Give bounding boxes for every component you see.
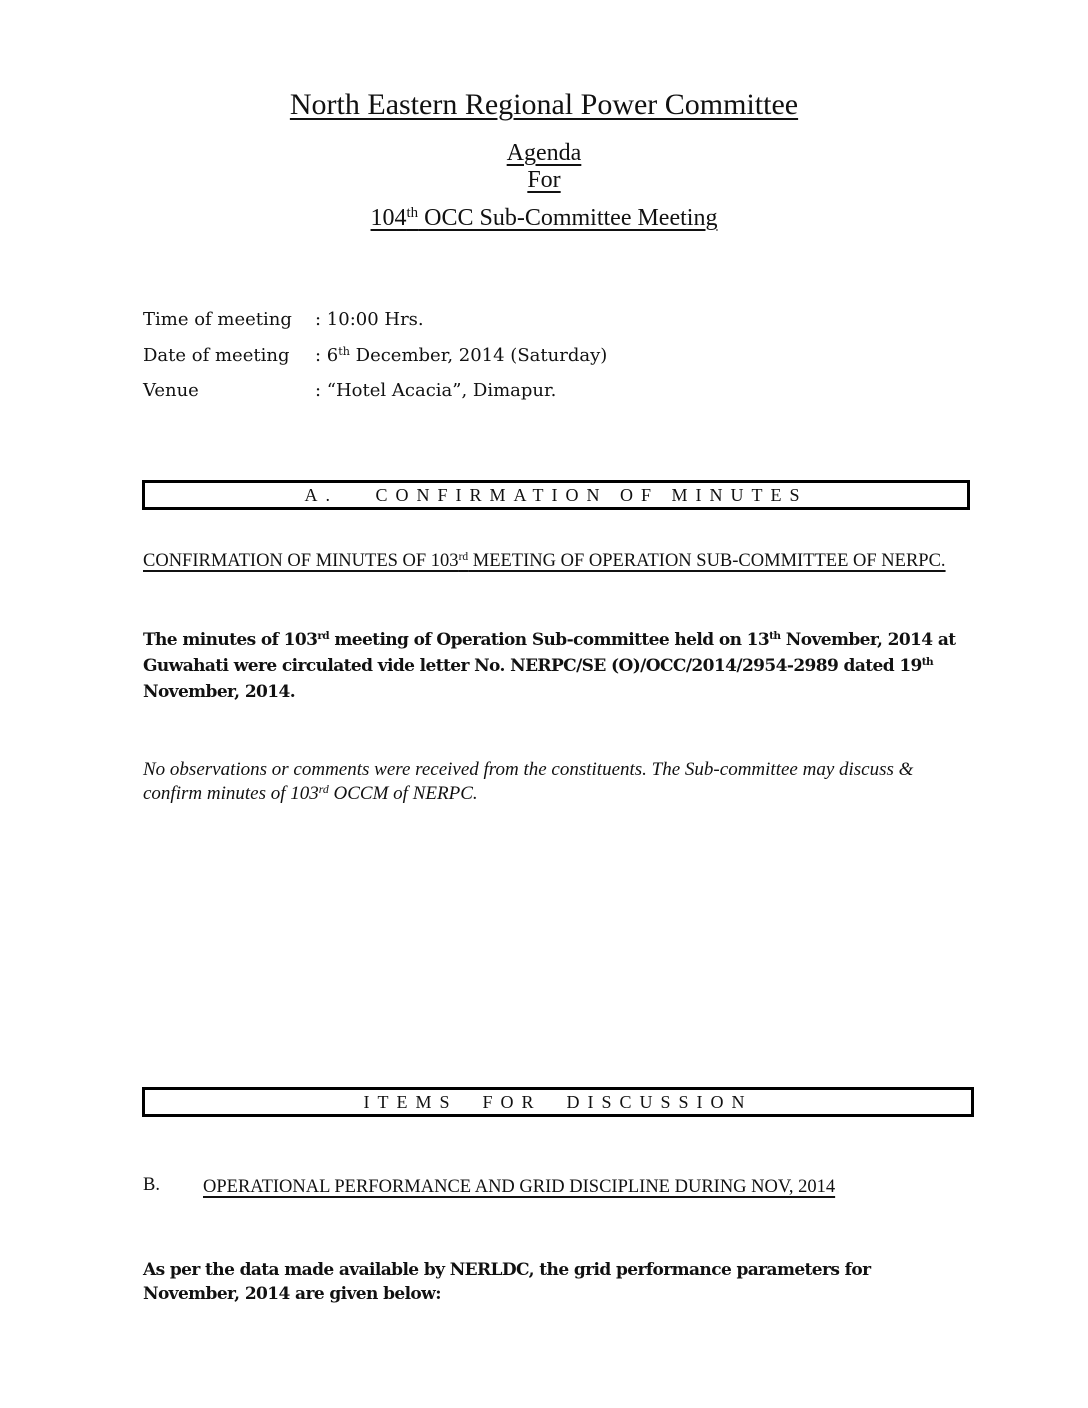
organization-title: North Eastern Regional Power Committee [289,88,799,121]
date-rest: December, 2014 (Saturday) [349,345,608,366]
section-b-number: B. [143,1175,160,1195]
meeting-title [0,205,1088,232]
minutes-sup-3: th [921,656,934,669]
minutes-sup-2: th [769,630,781,643]
meeting-title-rest: OCC Sub-Committee Meeting [418,205,718,231]
agenda-label: Agenda [506,140,582,166]
section-a-subheading [143,549,959,575]
minutes-sup-1: rd [317,630,330,643]
grid-performance-intro: As per the data made available by NERLDC, the grid performance parameters for November, 2014 are given below: [143,1260,871,1304]
observations-paragraph [143,758,963,808]
for-heading [0,167,1088,194]
minutes-text-4: November, 2014. [143,682,296,702]
meeting-number-suffix: th [406,204,419,221]
meeting-title-text [371,205,718,231]
date-prefix: : 6 [315,345,339,366]
minutes-paragraph [143,628,961,704]
for-label: For [527,167,561,193]
items-for-discussion-banner: ITEMS FOR DISCUSSION [142,1087,974,1117]
agenda-heading [0,140,1088,167]
time-value: : 10:00 Hrs. [315,309,424,330]
minutes-text-1: The minutes of 103 [143,630,318,650]
section-a-banner: A. CONFIRMATION OF MINUTES [142,480,970,510]
subheading-part2: MEETING OF OPERATION SUB-COMMITTEE OF NERPC. [468,551,946,571]
section-b-title: OPERATIONAL PERFORMANCE AND GRID DISCIPLINE DURING NOV, 2014 [203,1177,836,1197]
date-suffix: th [338,344,350,358]
date-label: Date of meeting [143,345,290,366]
meeting-time-row [143,309,424,335]
observations-sup: rd [318,782,329,796]
subheading-sup: rd [458,550,469,563]
time-label: Time of meeting [143,309,292,330]
observations-text-2: OCCM of NERPC. [328,783,478,804]
meeting-date-row [143,345,607,371]
subheading-part1: CONFIRMATION OF MINUTES OF 103 [143,551,459,571]
observations-text-1: No observations or comments were received from the constituents. The Sub-committee may discuss & confirm minutes of 103 [143,759,914,804]
venue-value: : “Hotel Acacia”, Dimapur. [315,380,557,401]
meeting-number: 104 [370,205,407,231]
minutes-text-2: meeting of Operation Sub-committee held on 13 [329,630,770,650]
meeting-venue-row [143,380,556,406]
minutes-text-3: November, 2014 at Guwahati were circulated vide letter No. NERPC/SE (O)/OCC/2014/2954-2989 dated 19 [143,630,956,676]
venue-label: Venue [143,380,199,401]
